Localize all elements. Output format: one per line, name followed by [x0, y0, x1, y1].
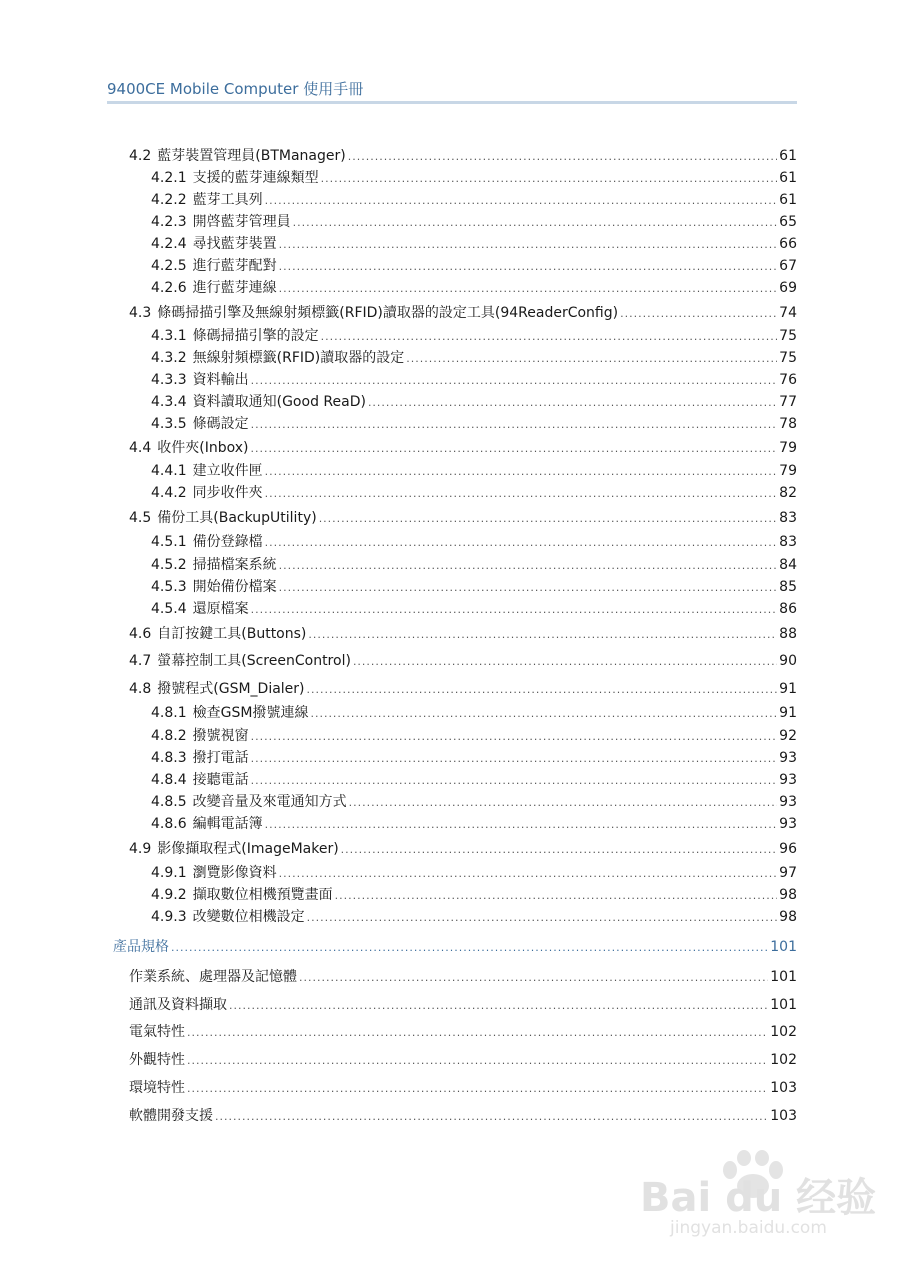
- toc-dot-leader: [279, 279, 778, 298]
- toc-entry[interactable]: [151, 814, 797, 834]
- toc-entry[interactable]: [151, 483, 797, 503]
- toc-entry-number: 4.2.2: [151, 192, 187, 208]
- toc-entry-title: 資料讀取通知(Good ReaD): [192, 394, 366, 410]
- toc-entry[interactable]: [151, 168, 797, 188]
- toc-entry-number: 4.3: [129, 305, 152, 321]
- toc-dot-leader: [279, 578, 778, 597]
- toc-entry-number: 4.9: [129, 841, 152, 857]
- toc-entry-page: 98: [779, 887, 797, 903]
- toc-entry[interactable]: [129, 508, 797, 528]
- toc-entry-page: 85: [779, 579, 797, 595]
- toc-dot-leader: [307, 908, 778, 927]
- toc-entry-number: 4.4: [129, 440, 152, 456]
- toc-entry-title: 軟體開發支援: [129, 1108, 213, 1124]
- toc-entry-number: 4.2.6: [151, 280, 187, 296]
- toc-entry-number: 4.4.2: [151, 485, 187, 501]
- toc-entry-title: 收件夾(Inbox): [157, 440, 249, 456]
- toc-entry-page: 78: [779, 416, 797, 432]
- toc-dot-leader: [307, 680, 778, 699]
- toc-entry[interactable]: [151, 599, 797, 619]
- toc-entry-number: 4.9.2: [151, 887, 187, 903]
- toc-entry-page: 83: [779, 510, 797, 526]
- toc-entry-title: 進行藍芽連線: [192, 280, 277, 296]
- toc-entry-number: 4.8.5: [151, 794, 187, 810]
- toc-entry-page: 102: [770, 1052, 797, 1068]
- toc-entry-page: 96: [779, 841, 797, 857]
- toc-entry-page: 75: [779, 328, 797, 344]
- toc-entry[interactable]: [129, 303, 797, 323]
- toc-entry-page: 82: [779, 485, 797, 501]
- toc-entry-number: 4.2.3: [151, 214, 187, 230]
- toc-dot-leader: [319, 509, 777, 528]
- toc-entry-title: 外觀特性: [129, 1052, 185, 1068]
- toc-entry-title: 尋找藍芽裝置: [192, 236, 277, 252]
- toc-entry-page: 93: [779, 816, 797, 832]
- toc-entry-title: 無線射頻標籤(RFID)讀取器的設定: [192, 350, 405, 366]
- toc-entry[interactable]: [151, 885, 797, 905]
- toc-entry-page: 88: [779, 626, 797, 642]
- toc-entry-title: 開啓藍芽管理員: [192, 214, 291, 230]
- toc-entry-page: 86: [779, 601, 797, 617]
- toc-dot-leader: [251, 771, 778, 790]
- toc-entry-page: 84: [779, 557, 797, 573]
- toc-entry[interactable]: [129, 1050, 797, 1070]
- toc-entry-number: 4.8.6: [151, 816, 187, 832]
- toc-entry-number: 4.2.5: [151, 258, 187, 274]
- toc-dot-leader: [229, 996, 768, 1015]
- toc-entry-title: 資料輸出: [192, 372, 249, 388]
- toc-entry-title: 影像擷取程式(ImageMaker): [157, 841, 339, 857]
- toc-entry[interactable]: [151, 792, 797, 812]
- toc-entry-title: 改變音量及來電通知方式: [192, 794, 347, 810]
- toc-dot-leader: [187, 1051, 768, 1070]
- toc-entry-page: 101: [770, 997, 797, 1013]
- toc-dot-leader: [321, 327, 778, 346]
- toc-entry-number: 4.3.1: [151, 328, 187, 344]
- toc-entry[interactable]: [151, 392, 797, 412]
- toc-dot-leader: [348, 147, 777, 166]
- toc-entry-page: 93: [779, 772, 797, 788]
- toc-entry[interactable]: [151, 907, 797, 927]
- toc-dot-leader: [368, 393, 777, 412]
- toc-entry-number: 4.2: [129, 148, 152, 164]
- toc-entry-number: 4.4.1: [151, 463, 187, 479]
- toc-entry-page: 67: [779, 258, 797, 274]
- toc-entry-title: 備份工具(BackupUtility): [157, 510, 317, 526]
- toc-dot-leader: [279, 257, 778, 276]
- toc-entry-page: 93: [779, 794, 797, 810]
- toc-entry-title: 作業系統、處理器及記憶體: [129, 969, 297, 985]
- toc-entry-title: 接聽電話: [192, 772, 249, 788]
- toc-entry-page: 103: [770, 1080, 797, 1096]
- toc-entry-page: 92: [779, 728, 797, 744]
- toc-entry-title: 藍芽裝置管理員(BTManager): [157, 148, 346, 164]
- toc-entry[interactable]: [129, 146, 797, 166]
- toc-dot-leader: [171, 938, 768, 957]
- toc-entry-title: 撥號程式(GSM_Dialer): [157, 681, 305, 697]
- page-header-title: 9400CE Mobile Computer 使用手冊: [107, 80, 364, 98]
- toc-entry-number: 4.3.4: [151, 394, 187, 410]
- toc-entry[interactable]: [151, 577, 797, 597]
- toc-entry-title: 條碼設定: [192, 416, 249, 432]
- toc-dot-leader: [251, 749, 778, 768]
- toc-entry-number: 4.3.3: [151, 372, 187, 388]
- watermark-logo-text: Bai du 经验: [640, 1175, 877, 1221]
- toc-entry[interactable]: [151, 212, 797, 232]
- toc-entry-title: 檢查GSM撥號連線: [192, 705, 309, 721]
- toc-entry[interactable]: [107, 937, 797, 957]
- header-divider: [107, 101, 797, 104]
- toc-entry-title: 擷取數位相機預覽畫面: [192, 887, 333, 903]
- toc-dot-leader: [265, 533, 778, 552]
- toc-entry-title: 電氣特性: [129, 1024, 185, 1040]
- toc-entry[interactable]: [151, 726, 797, 746]
- toc-entry-page: 90: [779, 653, 797, 669]
- toc-entry[interactable]: [129, 1022, 797, 1042]
- toc-entry-page: 74: [779, 305, 797, 321]
- toc-entry[interactable]: [151, 555, 797, 575]
- toc-entry-number: 4.8.3: [151, 750, 187, 766]
- toc-entry-number: 4.9.1: [151, 865, 187, 881]
- toc-entry-number: 4.2.4: [151, 236, 187, 252]
- toc-entry-page: 101: [770, 939, 797, 955]
- toc-entry-page: 79: [779, 440, 797, 456]
- toc-dot-leader: [335, 886, 778, 905]
- toc-entry[interactable]: [151, 748, 797, 768]
- toc-entry-page: 75: [779, 350, 797, 366]
- toc-entry-page: 69: [779, 280, 797, 296]
- toc-dot-leader: [187, 1023, 768, 1042]
- toc-dot-leader: [265, 815, 778, 834]
- toc-entry-number: 4.8: [129, 681, 152, 697]
- toc-entry[interactable]: [129, 839, 797, 859]
- toc-entry-page: 83: [779, 534, 797, 550]
- toc-entry-title: 掃描檔案系統: [192, 557, 277, 573]
- toc-dot-leader: [310, 704, 777, 723]
- toc-entry-title: 自訂按鍵工具(Buttons): [157, 626, 307, 642]
- toc-entry[interactable]: [151, 348, 797, 368]
- toc-entry-number: 4.5.2: [151, 557, 187, 573]
- toc-entry-title: 改變數位相機設定: [192, 909, 305, 925]
- toc-entry-page: 66: [779, 236, 797, 252]
- toc-entry-number: 4.6: [129, 626, 152, 642]
- toc-dot-leader: [265, 484, 778, 503]
- toc-entry-title: 瀏覽影像資料: [192, 865, 277, 881]
- toc-entry[interactable]: [151, 703, 797, 723]
- toc-entry-title: 環境特性: [129, 1080, 185, 1096]
- toc-entry[interactable]: [129, 967, 797, 987]
- toc-entry[interactable]: [129, 995, 797, 1015]
- toc-entry-page: 61: [779, 148, 797, 164]
- toc-entry[interactable]: [151, 461, 797, 481]
- toc-entry-page: 61: [779, 192, 797, 208]
- toc-dot-leader: [251, 415, 778, 434]
- toc-dot-leader: [251, 600, 778, 619]
- toc-entry-title: 開始備份檔案: [192, 579, 277, 595]
- toc-entry-number: 4.9.3: [151, 909, 187, 925]
- toc-dot-leader: [341, 840, 778, 859]
- watermark-url: jingyan.baidu.com: [670, 1218, 827, 1238]
- toc-entry-title: 同步收件夾: [192, 485, 263, 501]
- toc-entry-title: 產品規格: [113, 939, 169, 955]
- toc-dot-leader: [293, 213, 778, 232]
- toc-entry[interactable]: [151, 863, 797, 883]
- toc-dot-leader: [321, 169, 778, 188]
- toc-dot-leader: [251, 439, 778, 458]
- toc-entry-page: 61: [779, 170, 797, 186]
- toc-entry-title: 螢幕控制工具(ScreenControl): [157, 653, 351, 669]
- toc-entry-page: 65: [779, 214, 797, 230]
- toc-entry-page: 93: [779, 750, 797, 766]
- toc-entry-title: 還原檔案: [192, 601, 249, 617]
- toc-entry-number: 4.7: [129, 653, 152, 669]
- toc-entry[interactable]: [151, 370, 797, 390]
- toc-entry-title: 編輯電話簿: [192, 816, 263, 832]
- toc-entry-title: 撥號視窗: [192, 728, 249, 744]
- toc-dot-leader: [353, 652, 777, 671]
- baidu-watermark: [640, 1150, 877, 1250]
- toc-entry-number: 4.3.2: [151, 350, 187, 366]
- toc-dot-leader: [406, 349, 777, 368]
- toc-entry[interactable]: [129, 438, 797, 458]
- toc-entry-title: 進行藍芽配對: [192, 258, 277, 274]
- toc-entry-title: 建立收件匣: [192, 463, 263, 479]
- toc-entry-number: 4.8.1: [151, 705, 187, 721]
- toc-dot-leader: [299, 968, 768, 987]
- toc-dot-leader: [308, 625, 777, 644]
- toc-entry[interactable]: [151, 414, 797, 434]
- toc-entry-number: 4.3.5: [151, 416, 187, 432]
- toc-entry[interactable]: [151, 234, 797, 254]
- toc-entry-number: 4.8.4: [151, 772, 187, 788]
- toc-entry-number: 4.5: [129, 510, 152, 526]
- toc-entry-title: 條碼掃描引擎及無線射頻標籤(RFID)讀取器的設定工具(94ReaderConfig): [157, 305, 619, 321]
- toc-entry[interactable]: [129, 1106, 797, 1126]
- toc-entry[interactable]: [151, 770, 797, 790]
- toc-entry-title: 撥打電話: [192, 750, 249, 766]
- toc-entry-number: 4.5.4: [151, 601, 187, 617]
- toc-dot-leader: [620, 304, 777, 323]
- toc-entry[interactable]: [151, 278, 797, 298]
- toc-entry-number: 4.2.1: [151, 170, 187, 186]
- toc-entry[interactable]: [151, 326, 797, 346]
- toc-entry-page: 97: [779, 865, 797, 881]
- toc-dot-leader: [279, 556, 778, 575]
- toc-entry-page: 76: [779, 372, 797, 388]
- toc-dot-leader: [349, 793, 778, 812]
- toc-entry-page: 91: [779, 681, 797, 697]
- toc-entry[interactable]: [129, 624, 797, 644]
- toc-dot-leader: [187, 1079, 768, 1098]
- toc-entry-page: 103: [770, 1108, 797, 1124]
- toc-entry-page: 77: [779, 394, 797, 410]
- toc-entry-title: 備份登錄檔: [192, 534, 263, 550]
- toc-entry-page: 101: [770, 969, 797, 985]
- toc-entry[interactable]: [151, 190, 797, 210]
- toc-entry[interactable]: [129, 679, 797, 699]
- toc-entry-title: 藍芽工具列: [192, 192, 263, 208]
- toc-dot-leader: [279, 235, 778, 254]
- toc-entry-page: 79: [779, 463, 797, 479]
- toc-entry[interactable]: [129, 1078, 797, 1098]
- toc-entry-page: 98: [779, 909, 797, 925]
- toc-dot-leader: [279, 864, 778, 883]
- toc-entry[interactable]: [151, 256, 797, 276]
- toc-dot-leader: [251, 727, 778, 746]
- toc-entry[interactable]: [151, 532, 797, 552]
- toc-entry-number: 4.5.1: [151, 534, 187, 550]
- toc-dot-leader: [251, 371, 778, 390]
- toc-dot-leader: [265, 462, 778, 481]
- toc-entry-number: 4.5.3: [151, 579, 187, 595]
- toc-entry-number: 4.8.2: [151, 728, 187, 744]
- toc-entry-title: 支援的藍芽連線類型: [192, 170, 319, 186]
- page-header: [107, 74, 797, 106]
- toc-entry-title: 條碼掃描引擎的設定: [192, 328, 319, 344]
- toc-entry-title: 通訊及資料擷取: [129, 997, 227, 1013]
- toc-entry-page: 91: [779, 705, 797, 721]
- toc-entry[interactable]: [129, 651, 797, 671]
- toc-dot-leader: [265, 191, 778, 210]
- toc-entry-page: 102: [770, 1024, 797, 1040]
- toc-dot-leader: [215, 1107, 768, 1126]
